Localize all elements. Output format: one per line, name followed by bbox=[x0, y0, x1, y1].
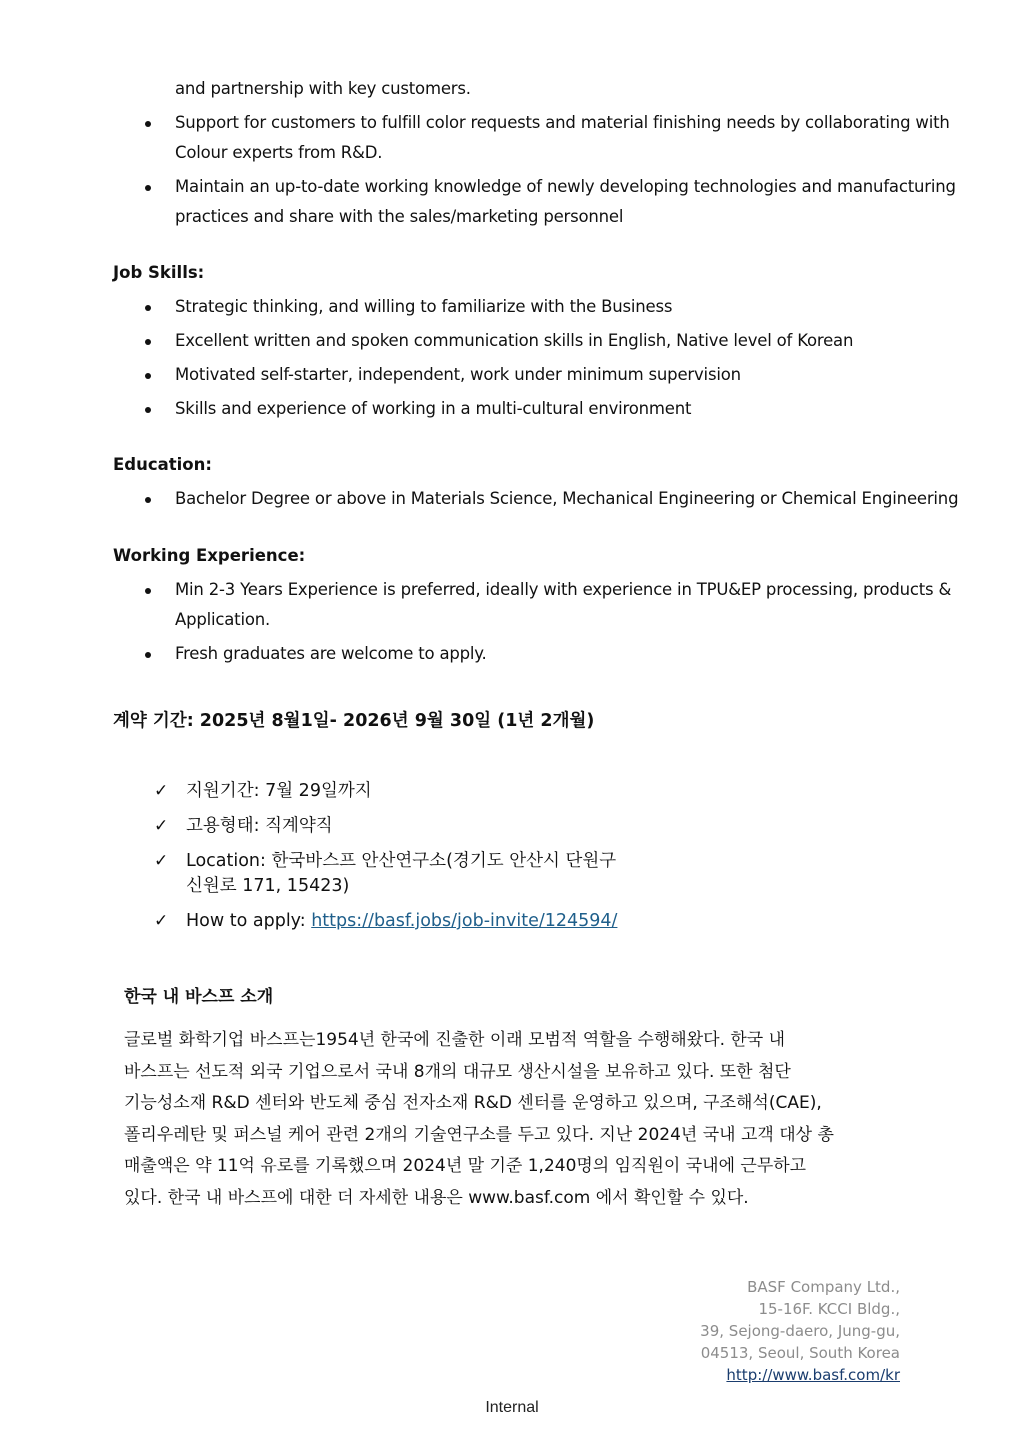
bullet-icon bbox=[145, 373, 151, 379]
bullet-icon bbox=[145, 407, 151, 413]
job-skills-list bbox=[175, 292, 985, 428]
checkmark-icon: ✓ bbox=[154, 911, 169, 931]
address-building: 15-16F. KCCI Bldg., bbox=[758, 1300, 900, 1318]
check-item-employment: ✓ 고용형태: 직계약직 bbox=[186, 814, 746, 839]
list-item: Maintain an up-to-date working knowledge of newly developing technologies and manufacturing practices and share with the sales/marketing personnel bbox=[175, 172, 985, 232]
classification-label: Internal bbox=[485, 1399, 539, 1416]
checkmark-icon: ✓ bbox=[154, 816, 169, 836]
address-company: BASF Company Ltd., bbox=[747, 1278, 900, 1296]
checkmark-icon: ✓ bbox=[154, 851, 169, 871]
check-item-location: ✓ Location: 한국바스프 안산연구소(경기도 안산시 단원구 신원로 171, 15423) bbox=[154, 851, 617, 896]
list-item: Support for customers to fulfill color requests and material finishing needs by collaborating with Colour experts from R&D. bbox=[175, 108, 985, 168]
list-item: Skills and experience of working in a multi-cultural environment bbox=[175, 394, 985, 424]
bullet-icon bbox=[145, 497, 151, 503]
bullet-icon bbox=[145, 652, 151, 658]
job-skills-heading: Job Skills: bbox=[113, 263, 205, 282]
list-item: Fresh graduates are welcome to apply. bbox=[175, 639, 985, 669]
list-item: Strategic thinking, and willing to familiarize with the Business bbox=[175, 292, 985, 322]
bullet-icon bbox=[145, 121, 151, 127]
intro-heading: 한국 내 바스프 소개 bbox=[124, 987, 274, 1007]
intro-line: 바스프는 선도적 외국 기업으로서 국내 8개의 대규모 생산시설을 보유하고 있다. 또한 첨단 bbox=[124, 1061, 791, 1082]
list-item: Bachelor Degree or above in Materials Science, Mechanical Engineering or Chemical Engineering bbox=[175, 484, 985, 514]
education-list bbox=[175, 484, 985, 518]
working-experience-list bbox=[175, 575, 985, 673]
education-heading: Education: bbox=[113, 455, 212, 474]
bullet-icon bbox=[145, 305, 151, 311]
bullet-icon bbox=[145, 588, 151, 594]
working-experience-heading: Working Experience: bbox=[113, 546, 306, 565]
apply-link[interactable]: https://basf.jobs/job-invite/124594/ bbox=[311, 911, 618, 931]
company-address bbox=[700, 1276, 900, 1386]
bullet-icon bbox=[145, 185, 151, 191]
responsibility-continuation: and partnership with key customers. bbox=[175, 79, 471, 98]
intro-line: 있다. 한국 내 바스프에 대한 더 자세한 내용은 www.basf.com 에서 확인할 수 있다. bbox=[124, 1187, 749, 1208]
contract-period-heading: 계약 기간: 2025년 8월1일- 2026년 9월 30일 (1년 2개월) bbox=[113, 711, 595, 731]
list-item: Motivated self-starter, independent, work under minimum supervision bbox=[175, 360, 985, 390]
address-city: 04513, Seoul, South Korea bbox=[700, 1344, 900, 1362]
list-item: Excellent written and spoken communication skills in English, Native level of Korean bbox=[175, 326, 985, 356]
intro-paragraph bbox=[124, 1025, 884, 1214]
check-item-period: ✓ 지원기간: 7월 29일까지 bbox=[186, 779, 746, 804]
website-link[interactable]: http://www.basf.com/kr bbox=[726, 1366, 900, 1384]
intro-line: 폴리우레탄 및 퍼스널 케어 관련 2개의 기술연구소를 두고 있다. 지난 2024년 국내 고객 대상 총 bbox=[124, 1124, 834, 1145]
application-info-list bbox=[154, 779, 746, 944]
checkmark-icon: ✓ bbox=[154, 781, 169, 801]
intro-line: 매출액은 약 11억 유로를 기록했으며 2024년 말 기준 1,240명의 임직원이 국내에 근무하고 bbox=[124, 1156, 807, 1176]
intro-line: 기능성소재 R&D 센터와 반도체 중심 전자소재 R&D 센터를 운영하고 있으며, 구조해석(CAE), bbox=[124, 1093, 822, 1113]
check-item-apply: ✓ How to apply: https://basf.jobs/job-invite/124594/ bbox=[186, 909, 746, 934]
intro-line: 글로벌 화학기업 바스프는1954년 한국에 진출한 이래 모범적 역할을 수행해왔다. 한국 내 bbox=[124, 1030, 786, 1050]
responsibilities-list bbox=[175, 108, 985, 236]
bullet-icon bbox=[145, 339, 151, 345]
list-item: Min 2-3 Years Experience is preferred, ideally with experience in TPU&EP processing, products & Application. bbox=[175, 575, 985, 635]
address-street: 39, Sejong-daero, Jung-gu, bbox=[700, 1322, 900, 1340]
